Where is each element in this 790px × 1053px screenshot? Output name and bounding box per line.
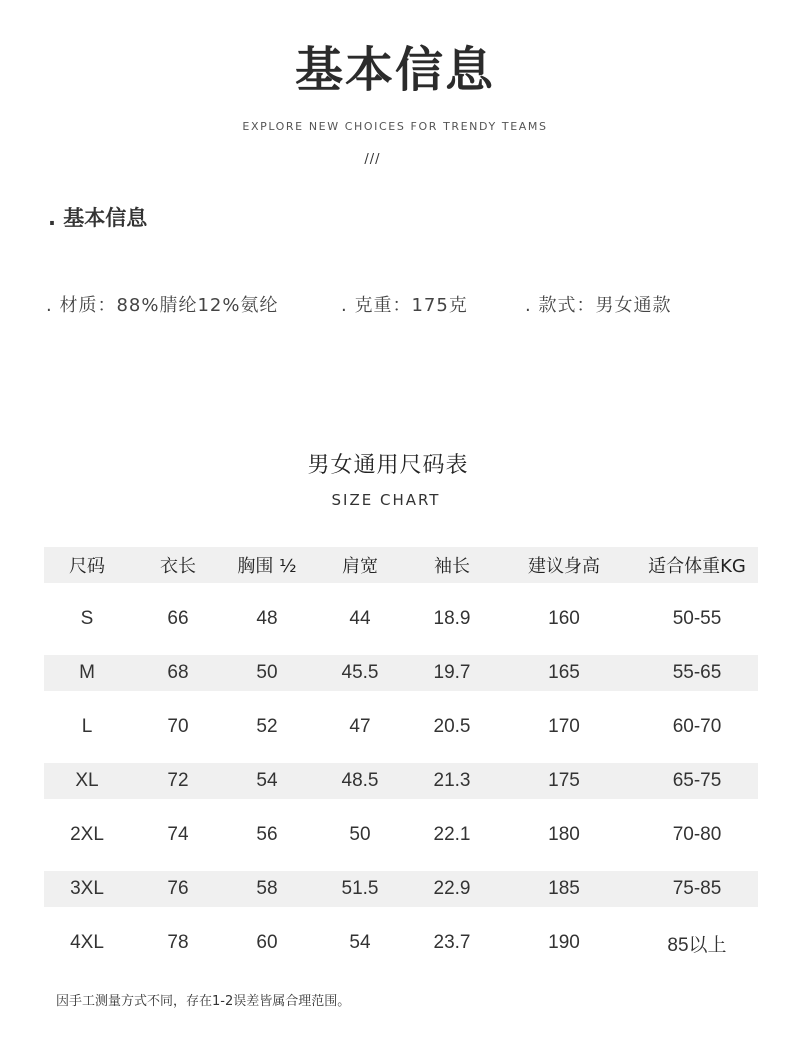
cell-shoulder: 51.5: [308, 871, 412, 907]
table-row: [44, 709, 758, 745]
cell-sleeve: 18.9: [433, 608, 471, 629]
cell-chest: 48: [256, 608, 278, 629]
cell-chest: 52: [256, 716, 278, 737]
cell-shoulder: 47: [349, 716, 371, 737]
cell-shoulder: 45.5: [308, 655, 412, 691]
cell-sleeve: 23.7: [433, 932, 471, 953]
cell-length: 76: [130, 871, 226, 907]
cell-height: 190: [548, 932, 580, 953]
cell-height: 185: [492, 871, 636, 907]
cell-size: M: [44, 655, 130, 691]
cell-weight: 50-55: [672, 608, 722, 629]
cell-size: L: [81, 716, 93, 737]
cell-chest: 50: [226, 655, 308, 691]
slash-decoration: ///: [364, 152, 381, 167]
cell-weight: 65-75: [636, 763, 758, 799]
header-shoulder: 肩宽: [308, 547, 412, 583]
header-height: 建议身高: [492, 547, 636, 583]
cell-size: S: [80, 608, 94, 629]
table-row: [44, 655, 758, 691]
cell-length: 66: [167, 608, 189, 629]
row-spacer: [44, 799, 758, 817]
cell-shoulder: 44: [349, 608, 371, 629]
table-row: [44, 817, 758, 853]
cell-sleeve: 22.1: [433, 824, 471, 845]
spec-style: . 款式：男女通款: [525, 295, 672, 316]
table-row: [44, 871, 758, 907]
cell-weight: 60-70: [672, 716, 722, 737]
header-length: 衣长: [130, 547, 226, 583]
cell-size: 4XL: [70, 932, 104, 953]
table-row: [44, 601, 758, 637]
cell-sleeve: 20.5: [433, 716, 471, 737]
cell-chest: 54: [226, 763, 308, 799]
page-title: 基本信息: [294, 42, 495, 98]
size-chart-subtitle: SIZE CHART: [331, 491, 441, 509]
cell-weight: 55-65: [636, 655, 758, 691]
cell-shoulder: 54: [349, 932, 371, 953]
cell-size: XL: [44, 763, 130, 799]
table-row: [44, 925, 758, 961]
cell-height: 175: [492, 763, 636, 799]
cell-height: 160: [548, 608, 580, 629]
header-size: 尺码: [44, 547, 130, 583]
cell-height: 170: [548, 716, 580, 737]
basic-info-heading: . 基本信息: [48, 206, 148, 230]
cell-shoulder: 48.5: [308, 763, 412, 799]
header-weight: 适合体重KG: [636, 547, 758, 583]
cell-weight: 70-80: [672, 824, 722, 845]
cell-sleeve: 19.7: [412, 655, 492, 691]
header-chest: 胸围 ½: [226, 547, 308, 583]
measurement-footnote: 因手工测量方式不同，存在1-2误差皆属合理范围。: [56, 994, 351, 1009]
row-spacer: [44, 637, 758, 655]
page-subtitle: EXPLORE NEW CHOICES FOR TRENDY TEAMS: [242, 120, 548, 133]
cell-length: 74: [167, 824, 189, 845]
row-spacer: [44, 691, 758, 709]
cell-weight: 75-85: [636, 871, 758, 907]
cell-chest: 58: [226, 871, 308, 907]
table-row: [44, 763, 758, 799]
cell-sleeve: 22.9: [412, 871, 492, 907]
header-sleeve: 袖长: [412, 547, 492, 583]
cell-length: 70: [167, 716, 189, 737]
cell-length: 78: [167, 932, 189, 953]
size-chart-title: 男女通用尺码表: [307, 453, 469, 478]
cell-weight: 85以上: [667, 934, 727, 956]
cell-length: 68: [130, 655, 226, 691]
cell-size: 2XL: [70, 824, 104, 845]
cell-chest: 60: [256, 932, 278, 953]
cell-height: 180: [548, 824, 580, 845]
cell-chest: 56: [256, 824, 278, 845]
spec-weight: . 克重：175克: [341, 295, 468, 316]
spec-material: . 材质：88%腈纶12%氨纶: [46, 295, 279, 316]
row-spacer: [44, 745, 758, 763]
cell-sleeve: 21.3: [412, 763, 492, 799]
cell-height: 165: [492, 655, 636, 691]
cell-shoulder: 50: [349, 824, 371, 845]
row-spacer: [44, 583, 758, 601]
size-table: [44, 547, 758, 961]
table-header-row: [44, 547, 758, 583]
row-spacer: [44, 907, 758, 925]
cell-length: 72: [130, 763, 226, 799]
row-spacer: [44, 853, 758, 871]
cell-size: 3XL: [44, 871, 130, 907]
